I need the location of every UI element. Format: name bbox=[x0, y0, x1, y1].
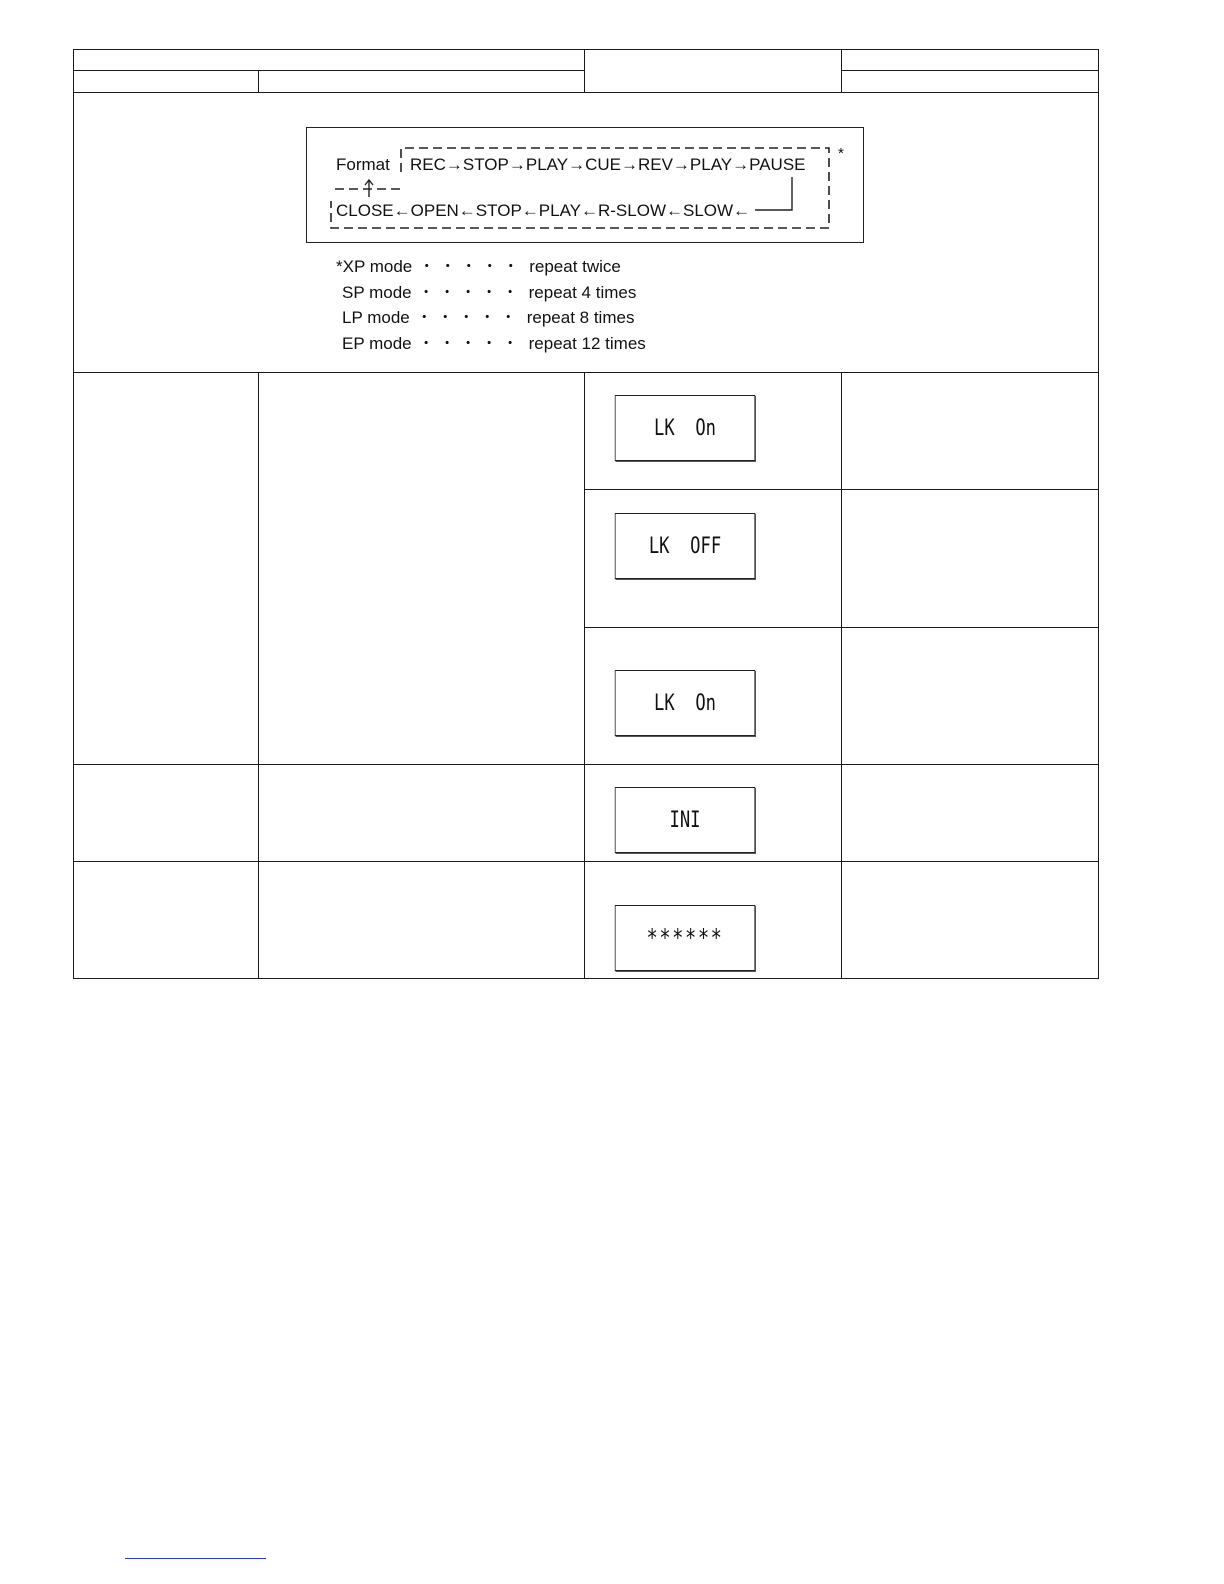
operation-flow-diagram bbox=[306, 127, 864, 243]
note-text: repeat 4 times bbox=[528, 282, 637, 302]
grid-line bbox=[584, 372, 585, 979]
grid-line bbox=[73, 764, 1099, 765]
flow-connectors bbox=[307, 128, 865, 244]
display-panel bbox=[615, 670, 755, 736]
display-text: LK On bbox=[653, 415, 716, 441]
note-text: repeat twice bbox=[529, 257, 621, 276]
grid-line bbox=[73, 70, 584, 71]
note-mode: EP mode bbox=[342, 333, 412, 353]
grid-line bbox=[73, 92, 1099, 93]
grid-line bbox=[841, 372, 842, 979]
grid-line bbox=[258, 372, 259, 979]
note-mode: *XP mode bbox=[336, 257, 413, 276]
note-row bbox=[336, 305, 646, 331]
grid-line bbox=[841, 49, 842, 93]
note-text: repeat 12 times bbox=[528, 333, 646, 353]
note-dots: ・・・・・ bbox=[417, 282, 523, 302]
grid-line bbox=[73, 978, 1099, 979]
footer-link[interactable] bbox=[125, 1558, 266, 1559]
note-row bbox=[336, 254, 646, 280]
grid-line bbox=[258, 70, 259, 93]
flow-format-label: Format bbox=[336, 155, 390, 174]
flow-marker: * bbox=[838, 145, 844, 162]
grid-line bbox=[584, 49, 585, 93]
flow-bottom-sequence: CLOSE←OPEN←STOP←PLAY←R-SLOW←SLOW← bbox=[336, 201, 751, 220]
note-dots: ・・・・・ bbox=[418, 257, 524, 276]
display-panel bbox=[615, 513, 755, 579]
display-panel bbox=[615, 905, 755, 971]
grid-line bbox=[1098, 49, 1099, 979]
note-text: repeat 8 times bbox=[526, 308, 635, 327]
note-mode: SP mode bbox=[342, 282, 412, 302]
grid-line bbox=[73, 49, 74, 979]
flow-top-sequence: REC→STOP→PLAY→CUE→REV→PLAY→PAUSE bbox=[410, 155, 806, 174]
note-row bbox=[336, 280, 646, 306]
display-panel bbox=[615, 395, 755, 461]
grid-line bbox=[73, 49, 1099, 50]
repeat-notes bbox=[336, 254, 646, 356]
note-dots: ・・・・・ bbox=[415, 308, 521, 327]
display-panel bbox=[615, 787, 755, 853]
grid-line bbox=[73, 372, 1099, 373]
display-text: ****** bbox=[646, 924, 724, 952]
note-dots: ・・・・・ bbox=[417, 333, 523, 353]
grid-line bbox=[73, 861, 1099, 862]
grid-line bbox=[841, 70, 1099, 71]
display-text: INI bbox=[669, 807, 701, 833]
note-mode: LP mode bbox=[342, 308, 410, 327]
note-row bbox=[336, 331, 646, 357]
display-text: LK On bbox=[653, 690, 716, 716]
display-text: LK OFF bbox=[648, 533, 722, 559]
